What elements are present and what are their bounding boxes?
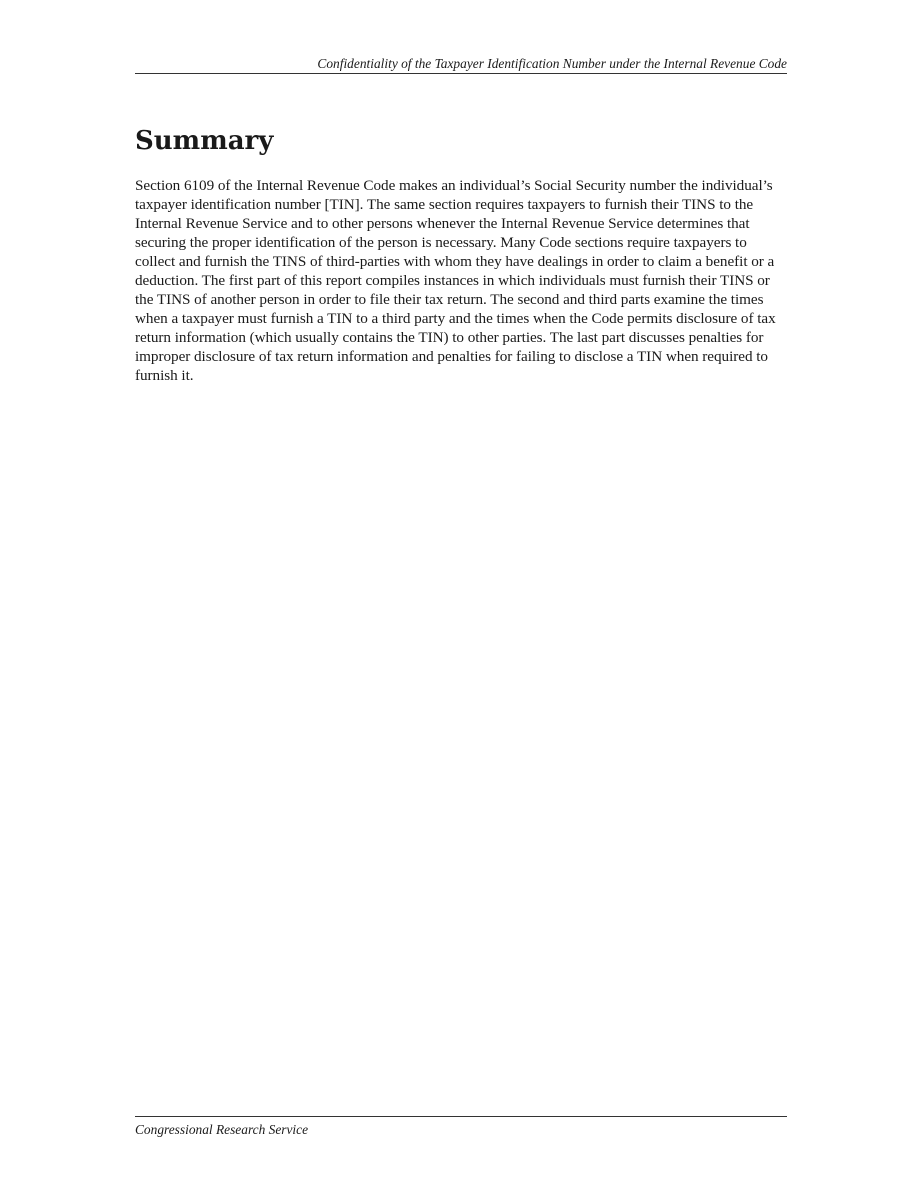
summary-paragraph: Section 6109 of the Internal Revenue Code makes an individual’s Social Security number the individual’s taxpayer identification number [TIN]. The same section requires taxpayers to furnish their TINS to the Internal Revenue Service and to other persons whenever the Internal Revenue Service determines that securing the proper identification of the person is necessary. Many Code sections require taxpayers to collect and furnish the TINS of third-parties with whom they have dealings in order to claim a benefit or a deduction. The first part of this report compiles instances in which individuals must furnish their TINS or the TINS of another person in order to file their tax return. The second and third parts examine the times when a taxpayer must furnish a TIN to a third party and the times when the Code permits disclosure of tax return information (which usually contains the TIN) to other parties. The last part discusses penalties for improper disclosure of tax return information and penalties for failing to disclose a TIN when required to furnish it. bbox=[135, 177, 776, 384]
running-header: Confidentiality of the Taxpayer Identification Number under the Internal Revenue Code bbox=[135, 55, 787, 74]
page-title: Summary bbox=[135, 126, 274, 156]
running-footer: Congressional Research Service bbox=[135, 1116, 787, 1138]
